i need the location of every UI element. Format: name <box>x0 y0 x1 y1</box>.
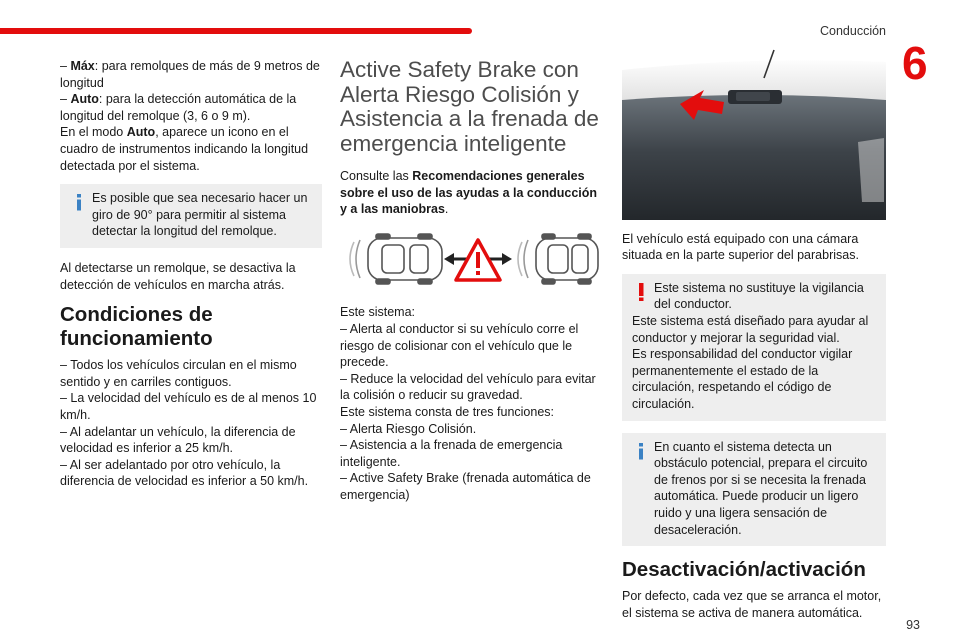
conditions-list <box>60 357 322 490</box>
list-item: – Asistencia a la frenada de emergencia inteligente. <box>340 438 563 469</box>
header-accent-bar <box>0 28 472 34</box>
list-item: Este sistema consta de tres funciones: <box>340 404 554 419</box>
column-3 <box>622 58 886 631</box>
list-item: – Reduce la velocidad del vehículo para evitar la colisión o reducir su gravedad. <box>340 371 596 403</box>
mode-max: – Máx: para remolques de más de 9 metros de longitud <box>60 59 320 90</box>
chapter-number: 6 <box>902 37 928 89</box>
front-car-icon <box>518 234 598 284</box>
trailer-modes <box>60 58 322 174</box>
warning-line: Es responsabilidad del conductor vigilar permanentemente el estado de la circulación, respetando el código de circulación. <box>632 347 853 411</box>
windshield-camera-photo <box>622 42 886 220</box>
info-note <box>60 184 322 248</box>
list-item: – Alerta al conductor si su vehículo corre el riesgo de colisionar con el vehículo que le precede. <box>340 321 579 370</box>
warning-icon <box>631 282 651 302</box>
warning-line: Este sistema no sustituye la vigilancia del conductor. <box>654 280 864 312</box>
list-item: – La velocidad del vehículo es de al menos 10 km/h. <box>60 391 317 422</box>
trailer-detection-text: Al detectarse un remolque, se desactiva la detección de vehículos en marcha atrás. <box>60 260 296 292</box>
list-item: – Al ser adelantado por otro vehículo, la diferencia de velocidad es inferior a 50 km/h. <box>60 457 309 489</box>
info-note-text: Es posible que sea necesario hacer un giro de 90° para permitir al sistema detectar la longitud del remolque. <box>92 191 308 239</box>
deactivation-heading: Desactivación/activación <box>622 558 866 582</box>
mode-auto-description: En el modo Auto, aparece un icono en el cuadro de instrumentos indicando la longitud detectada por el sistema. <box>60 125 309 173</box>
list-item: – Todos los vehículos circulan en el mismo sentido y en carriles contiguos. <box>60 358 297 389</box>
consult-text: Consulte las Recomendaciones generales sobre el uso de las ayudas a la conducción y a las maniobras. <box>340 169 598 217</box>
column-2 <box>340 58 606 514</box>
list-item: – Alerta Riesgo Colisión. <box>340 421 477 436</box>
info-icon <box>631 441 651 461</box>
deactivation-text: Por defecto, cada vez que se arranca el motor, el sistema se activa de manera automática. <box>622 589 882 620</box>
info-icon <box>69 192 89 212</box>
conditions-heading: Condiciones de funcionamiento <box>60 303 213 351</box>
list-item: – Active Safety Brake (frenada automática de emergencia) <box>340 471 591 502</box>
page-number: 93 <box>906 618 920 632</box>
rear-car-icon <box>350 234 442 284</box>
info-note-text: En cuanto el sistema detecta un obstáculo potencial, prepara el circuito de frenos por si se necesita la frenada automática. Puede producir un ligero ruido y una ligera sensación de desaceleración. <box>654 439 868 537</box>
mode-auto: – Auto: para la detección automática de la longitud del remolque (3, 6 o 9 m). <box>60 92 297 123</box>
warning-note <box>622 274 886 421</box>
list-item: Este sistema: <box>340 305 416 320</box>
info-note <box>622 433 886 547</box>
system-description <box>340 304 606 503</box>
column-1 <box>60 58 322 500</box>
section-title: Conducción <box>819 24 886 38</box>
warning-line: Este sistema está diseñado para ayudar al conductor y mejorar la seguridad vial. <box>632 313 869 345</box>
camera-text: El vehículo está equipado con una cámara situada en la parte superior del parabrisas. <box>622 231 859 263</box>
collision-illustration <box>340 228 602 290</box>
list-item: – Al adelantar un vehículo, la diferencia de velocidad es inferior a 25 km/h. <box>60 424 296 456</box>
section-heading: Active Safety Brake con Alerta Riesgo Colisión y Asistencia a la frenada de emergencia inteligente <box>340 57 599 156</box>
